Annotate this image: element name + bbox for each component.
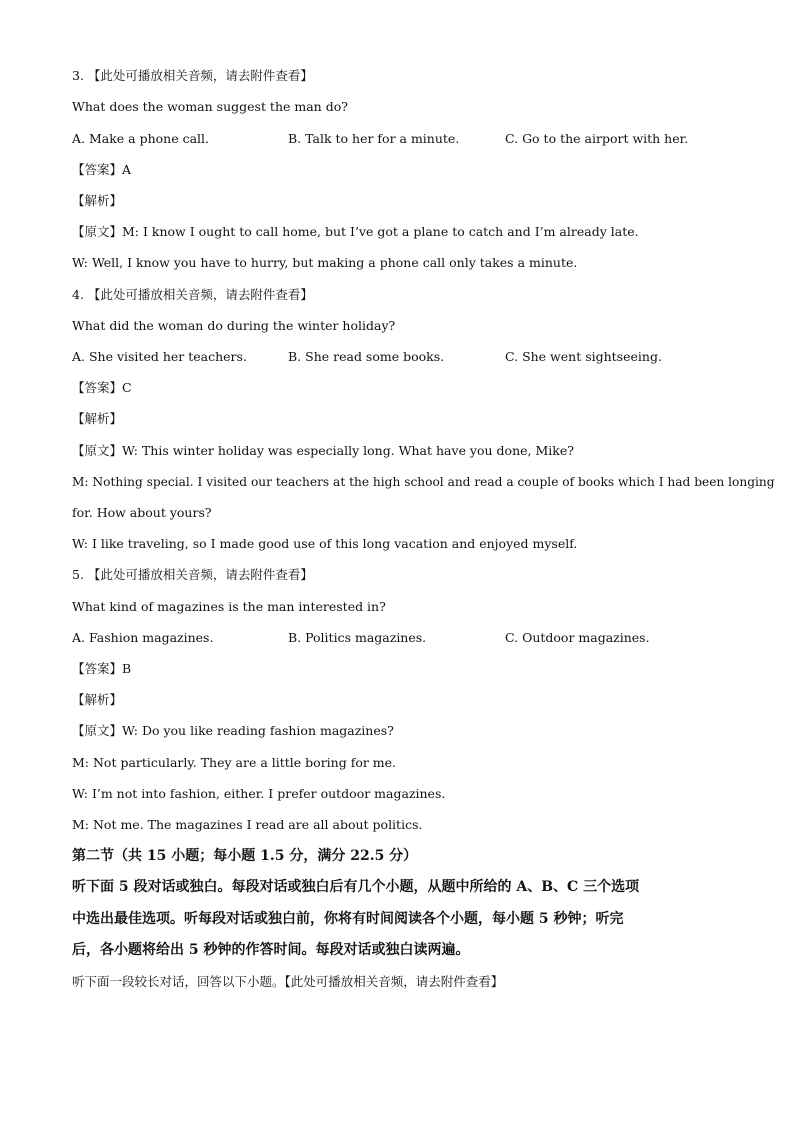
section-2-instruction-line: 听下面 5 段对话或独白。每段对话或独白后有几个小题，从题中所给的 A、B、C 三个选项 [72,879,640,895]
q3-question: What does the woman suggest the man do? [72,99,348,114]
q5-transcript-line: 【原文】W: Do you like reading fashion magazines? [72,723,394,738]
section-2-instruction-line: 中选出最佳选项。听每段对话或独白前，你将有时间阅读各个小题，每小题 5 秒钟；听完 [72,911,624,927]
q5-question: What kind of magazines is the man interested in? [72,599,386,614]
q5-option-a: A. Fashion magazines. [72,630,214,645]
q3-transcript-line: W: Well, I know you have to hurry, but making a phone call only takes a minute. [72,255,578,270]
q5-analysis: 【解析】 [72,692,123,707]
section-2-instruction-line: 后，各小题将给出 5 秒钟的作答时间。每段对话或独白读两遍。 [72,942,470,958]
q4-transcript-line: 【原文】W: This winter holiday was especially long. What have you done, Mike? [72,443,574,458]
q3-transcript-line: 【原文】M: I know I ought to call home, but I’ve got a plane to catch and I’m already late. [72,224,639,239]
q5-header: 5. 【此处可播放相关音频，请去附件查看】 [72,567,313,582]
q3-answer: 【答案】A [72,162,132,177]
q4-transcript-line: for. How about yours? [72,505,212,520]
q5-transcript-line: M: Not me. The magazines I read are all about politics. [72,817,423,832]
section-2-title: 第二节（共 15 小题；每小题 1.5 分，满分 22.5 分） [72,848,418,864]
section-2-lead: 听下面一段较长对话，回答以下小题。【此处可播放相关音频，请去附件查看】 [72,974,504,989]
q4-option-b: B. She read some books. [288,349,445,364]
q5-answer: 【答案】B [72,661,132,676]
q5-option-c: C. Outdoor magazines. [505,630,650,645]
q4-option-c: C. She went sightseeing. [505,349,662,364]
q4-answer: 【答案】C [72,380,132,395]
q5-transcript-line: M: Not particularly. They are a little boring for me. [72,755,397,770]
q5-option-b: B. Politics magazines. [288,630,427,645]
q4-transcript-line: W: I like traveling, so I made good use of this long vacation and enjoyed myself. [72,536,578,551]
q3-option-c: C. Go to the airport with her. [505,131,689,146]
q4-option-a: A. She visited her teachers. [72,349,247,364]
q3-option-a: A. Make a phone call. [72,131,210,146]
q3-analysis: 【解析】 [72,193,123,208]
q3-option-b: B. Talk to her for a minute. [288,131,460,146]
q4-header: 4. 【此处可播放相关音频，请去附件查看】 [72,287,313,302]
q5-transcript-line: W: I’m not into fashion, either. I prefer outdoor magazines. [72,786,446,801]
q4-question: What did the woman do during the winter holiday? [72,318,396,333]
q4-transcript-line: M: Nothing special. I visited our teachers at the high school and read a couple of books which I had been longing [72,475,775,489]
q4-analysis: 【解析】 [72,411,123,426]
q3-header: 3. 【此处可播放相关音频，请去附件查看】 [72,68,313,83]
